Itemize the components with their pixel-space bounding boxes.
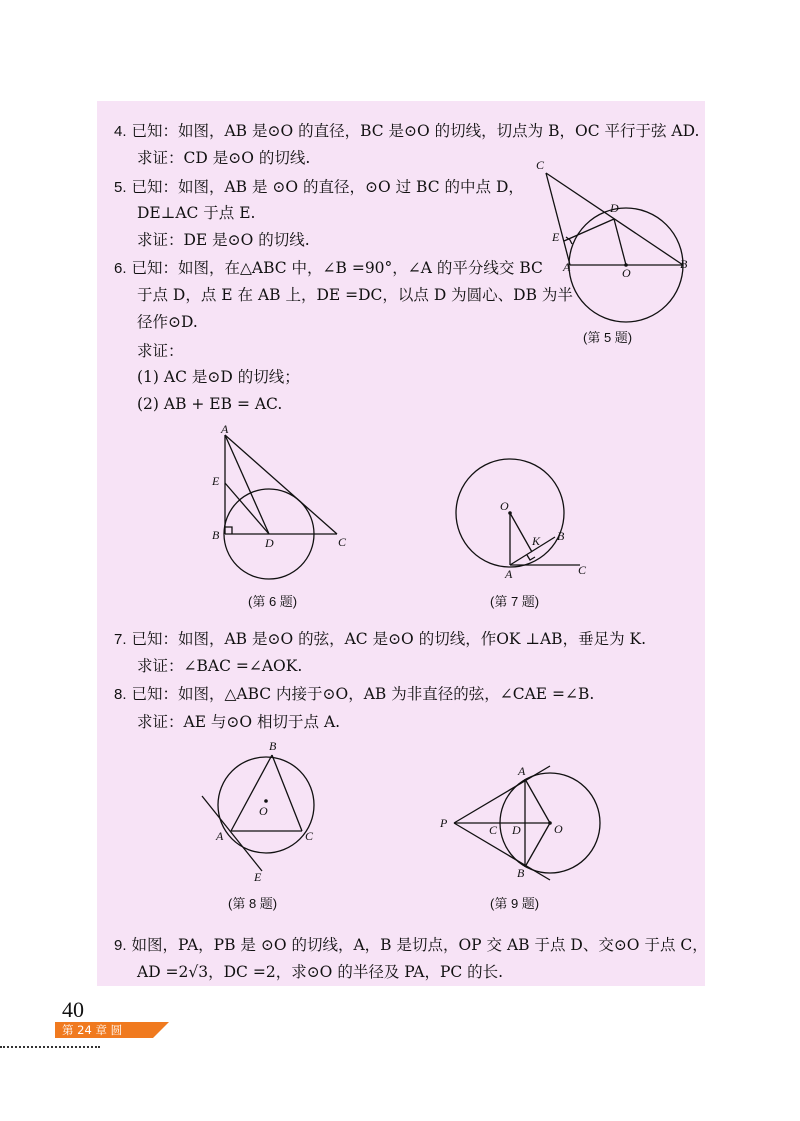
problem-4-prove: 求证：CD 是⊙O 的切线. — [137, 149, 311, 167]
fig8-label-b: B — [269, 739, 277, 753]
fig6-label-b: B — [212, 528, 220, 542]
problem-8-prove: 求证：AE 与⊙O 相切于点 A. — [137, 713, 341, 731]
problem-6-given — [114, 258, 543, 279]
fig7-right-angle-mark — [527, 555, 535, 560]
fig9-tangent-pb — [454, 823, 550, 880]
problem-number: 9. — [114, 937, 127, 954]
problem-number: 7. — [114, 631, 127, 648]
fig9-label-a: A — [518, 764, 526, 778]
fig8-label-o: O — [259, 804, 268, 818]
fig7-label-a: A — [505, 567, 513, 581]
problem-text: 已知：如图，AB 是 ⊙O 的直径，⊙O 过 BC 的中点 D， — [131, 178, 524, 196]
figure-6-caption: (第 6 题) — [248, 594, 298, 609]
fig9-radius-oa — [525, 779, 550, 823]
fig9-center-dot — [548, 821, 552, 825]
fig7-label-o: O — [500, 499, 509, 513]
fig8-label-c: C — [305, 829, 314, 843]
fig9-label-o: O — [554, 822, 563, 836]
figure-8-caption: (第 8 题) — [228, 896, 278, 911]
problem-6-part-1: (1) AC 是⊙D 的切线； — [137, 368, 300, 386]
problem-number: 5. — [114, 179, 127, 196]
problem-6-given-cont: 径作⊙D. — [137, 313, 198, 331]
fig9-label-p: P — [440, 816, 448, 830]
problem-6-part-2: (2) AB + EB = AC. — [137, 395, 283, 413]
figure-5 — [530, 155, 710, 325]
fig7-label-c: C — [578, 563, 587, 577]
figure-9-caption: (第 9 题) — [490, 896, 540, 911]
problem-5-given — [114, 177, 524, 198]
fig9-radius-ob — [525, 823, 550, 867]
figure-7 — [452, 455, 602, 590]
fig6-right-angle-mark — [225, 527, 232, 534]
problem-5-prove: 求证：DE 是⊙O 的切线. — [137, 231, 310, 249]
fig9-label-c: C — [489, 823, 498, 837]
footer-dotted-rule — [0, 1046, 100, 1048]
problem-6-prove: 求证： — [137, 342, 184, 360]
chapter-label: 第 24 章 圆 — [62, 1023, 123, 1037]
problem-9-line-2: AD =2√3，DC =2，求⊙O 的半径及 PA，PC 的长. — [137, 963, 504, 981]
figure-6 — [205, 423, 365, 583]
fig9-label-d: D — [512, 823, 521, 837]
problem-text: 已知：如图，AB 是⊙O 的弦，AC 是⊙O 的切线，作OK ⊥AB，垂足为 K. — [131, 630, 646, 648]
problem-4-given — [114, 121, 699, 142]
fig5-label-o: O — [622, 266, 631, 280]
problem-text: 已知：如图，在△ABC 中，∠B =90°，∠A 的平分线交 BC — [131, 259, 543, 277]
fig8-tangent-ae — [202, 796, 262, 871]
problem-text: 如图，PA，PB 是 ⊙O 的切线，A，B 是切点，OP 交 AB 于点 D、交⊙O 于点 C， — [131, 936, 708, 954]
problem-8-given — [114, 684, 594, 705]
fig8-label-e: E — [254, 870, 262, 884]
fig6-label-c: C — [338, 535, 347, 549]
problem-7-prove: 求证：∠BAC =∠AOK. — [137, 657, 303, 675]
fig7-label-k: K — [532, 534, 541, 548]
fig6-segment-ac — [225, 435, 337, 534]
figure-9 — [438, 763, 608, 883]
problem-text: 已知：如图，AB 是⊙O 的直径，BC 是⊙O 的切线，切点为 B，OC 平行于弦 AD. — [131, 122, 700, 140]
fig5-label-a: A — [563, 260, 571, 274]
problem-text: 已知：如图，△ABC 内接于⊙O，AB 为非直径的弦，∠CAE =∠B. — [131, 685, 595, 703]
fig6-bisector-ad — [225, 435, 269, 534]
fig5-label-d: D — [610, 201, 619, 215]
fig6-label-a: A — [221, 422, 229, 436]
problem-6-given-cont: 于点 D，点 E 在 AB 上，DE =DC，以点 D 为圆心、DB 为半 — [137, 286, 573, 304]
problem-number: 6. — [114, 260, 127, 277]
fig8-center-dot — [264, 799, 268, 803]
problem-9-line-1 — [114, 935, 708, 956]
problem-number: 4. — [114, 123, 127, 140]
fig8-label-a: A — [216, 829, 224, 843]
fig9-label-b: B — [517, 866, 525, 880]
fig6-label-e: E — [212, 474, 220, 488]
fig5-label-b: B — [680, 257, 688, 271]
fig6-label-d: D — [265, 536, 274, 550]
problem-number: 8. — [114, 686, 127, 703]
fig9-tangent-pa — [454, 766, 550, 823]
fig7-center-dot — [508, 511, 512, 515]
fig7-label-b: B — [557, 529, 565, 543]
problem-5-given-cont: DE⊥AC 于点 E. — [137, 204, 256, 222]
figure-8 — [198, 738, 338, 883]
figure-5-caption: (第 5 题) — [583, 330, 633, 345]
fig5-label-c: C — [536, 158, 545, 172]
fig8-side-bc — [272, 755, 302, 831]
page-number: 40 — [62, 997, 84, 1022]
problem-7-given — [114, 629, 646, 650]
fig7-segment-ok — [510, 513, 532, 552]
fig5-label-e: E — [552, 230, 560, 244]
figure-7-caption: (第 7 题) — [490, 594, 540, 609]
